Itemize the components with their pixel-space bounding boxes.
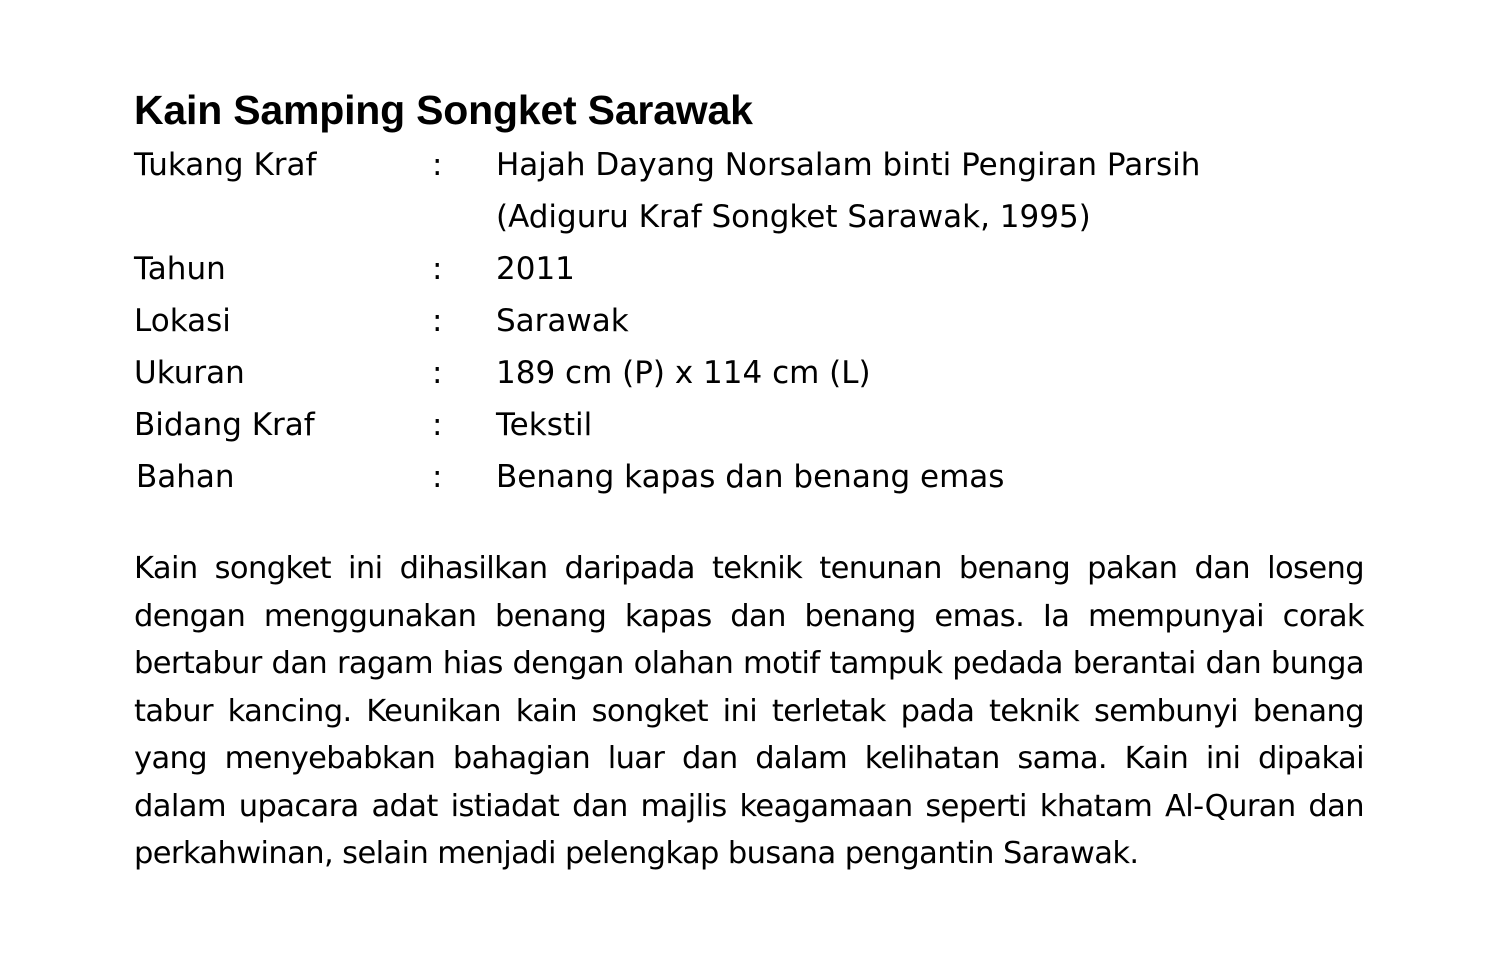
detail-row-craft-field	[134, 399, 1364, 451]
page-title: Kain Samping Songket Sarawak	[134, 87, 753, 133]
detail-row-craftsman	[134, 139, 1364, 191]
detail-label: Bahan	[136, 459, 235, 495]
detail-label: Bidang Kraf	[134, 407, 315, 443]
detail-row-craftsman-title	[134, 191, 1364, 243]
detail-separator: :	[432, 251, 443, 287]
detail-separator: :	[432, 147, 443, 183]
detail-separator: :	[432, 303, 443, 339]
detail-label: Tahun	[134, 251, 226, 287]
detail-label: Ukuran	[134, 355, 245, 391]
detail-value: Benang kapas dan benang emas	[496, 459, 1005, 495]
details-table	[134, 139, 1364, 503]
detail-value: (Adiguru Kraf Songket Sarawak, 1995)	[496, 199, 1091, 235]
detail-row-year	[134, 243, 1364, 295]
detail-separator: :	[432, 407, 443, 443]
detail-row-size	[134, 347, 1364, 399]
detail-value: 189 cm (P) x 114 cm (L)	[496, 355, 871, 391]
detail-row-material	[134, 451, 1364, 503]
document-page	[134, 82, 1364, 908]
detail-value: Tekstil	[496, 407, 593, 443]
detail-value: 2011	[496, 251, 575, 287]
detail-separator: :	[432, 459, 443, 495]
description-paragraph: Kain songket ini dihasilkan daripada teknik tenunan benang pakan dan loseng dengan menggunakan benang kapas dan benang emas. Ia mempunyai corak bertabur dan ragam hias dengan olahan motif tampuk pedada berantai dan bunga tabur kancing. Keunikan kain songket ini terletak pada teknik sembunyi benang yang menyebabkan bahagian luar dan dalam kelihatan sama. Kain ini dipakai dalam upacara adat istiadat dan majlis keagamaan seperti khatam Al-Quran dan perkahwinan, selain menjadi pelengkap busana pengantin Sarawak.	[134, 551, 1364, 871]
detail-row-location	[134, 295, 1364, 347]
detail-label: Lokasi	[134, 303, 231, 339]
detail-label: Tukang Kraf	[134, 147, 317, 183]
detail-value: Sarawak	[496, 303, 629, 339]
detail-value: Hajah Dayang Norsalam binti Pengiran Parsih	[496, 147, 1201, 183]
detail-separator: :	[432, 355, 443, 391]
